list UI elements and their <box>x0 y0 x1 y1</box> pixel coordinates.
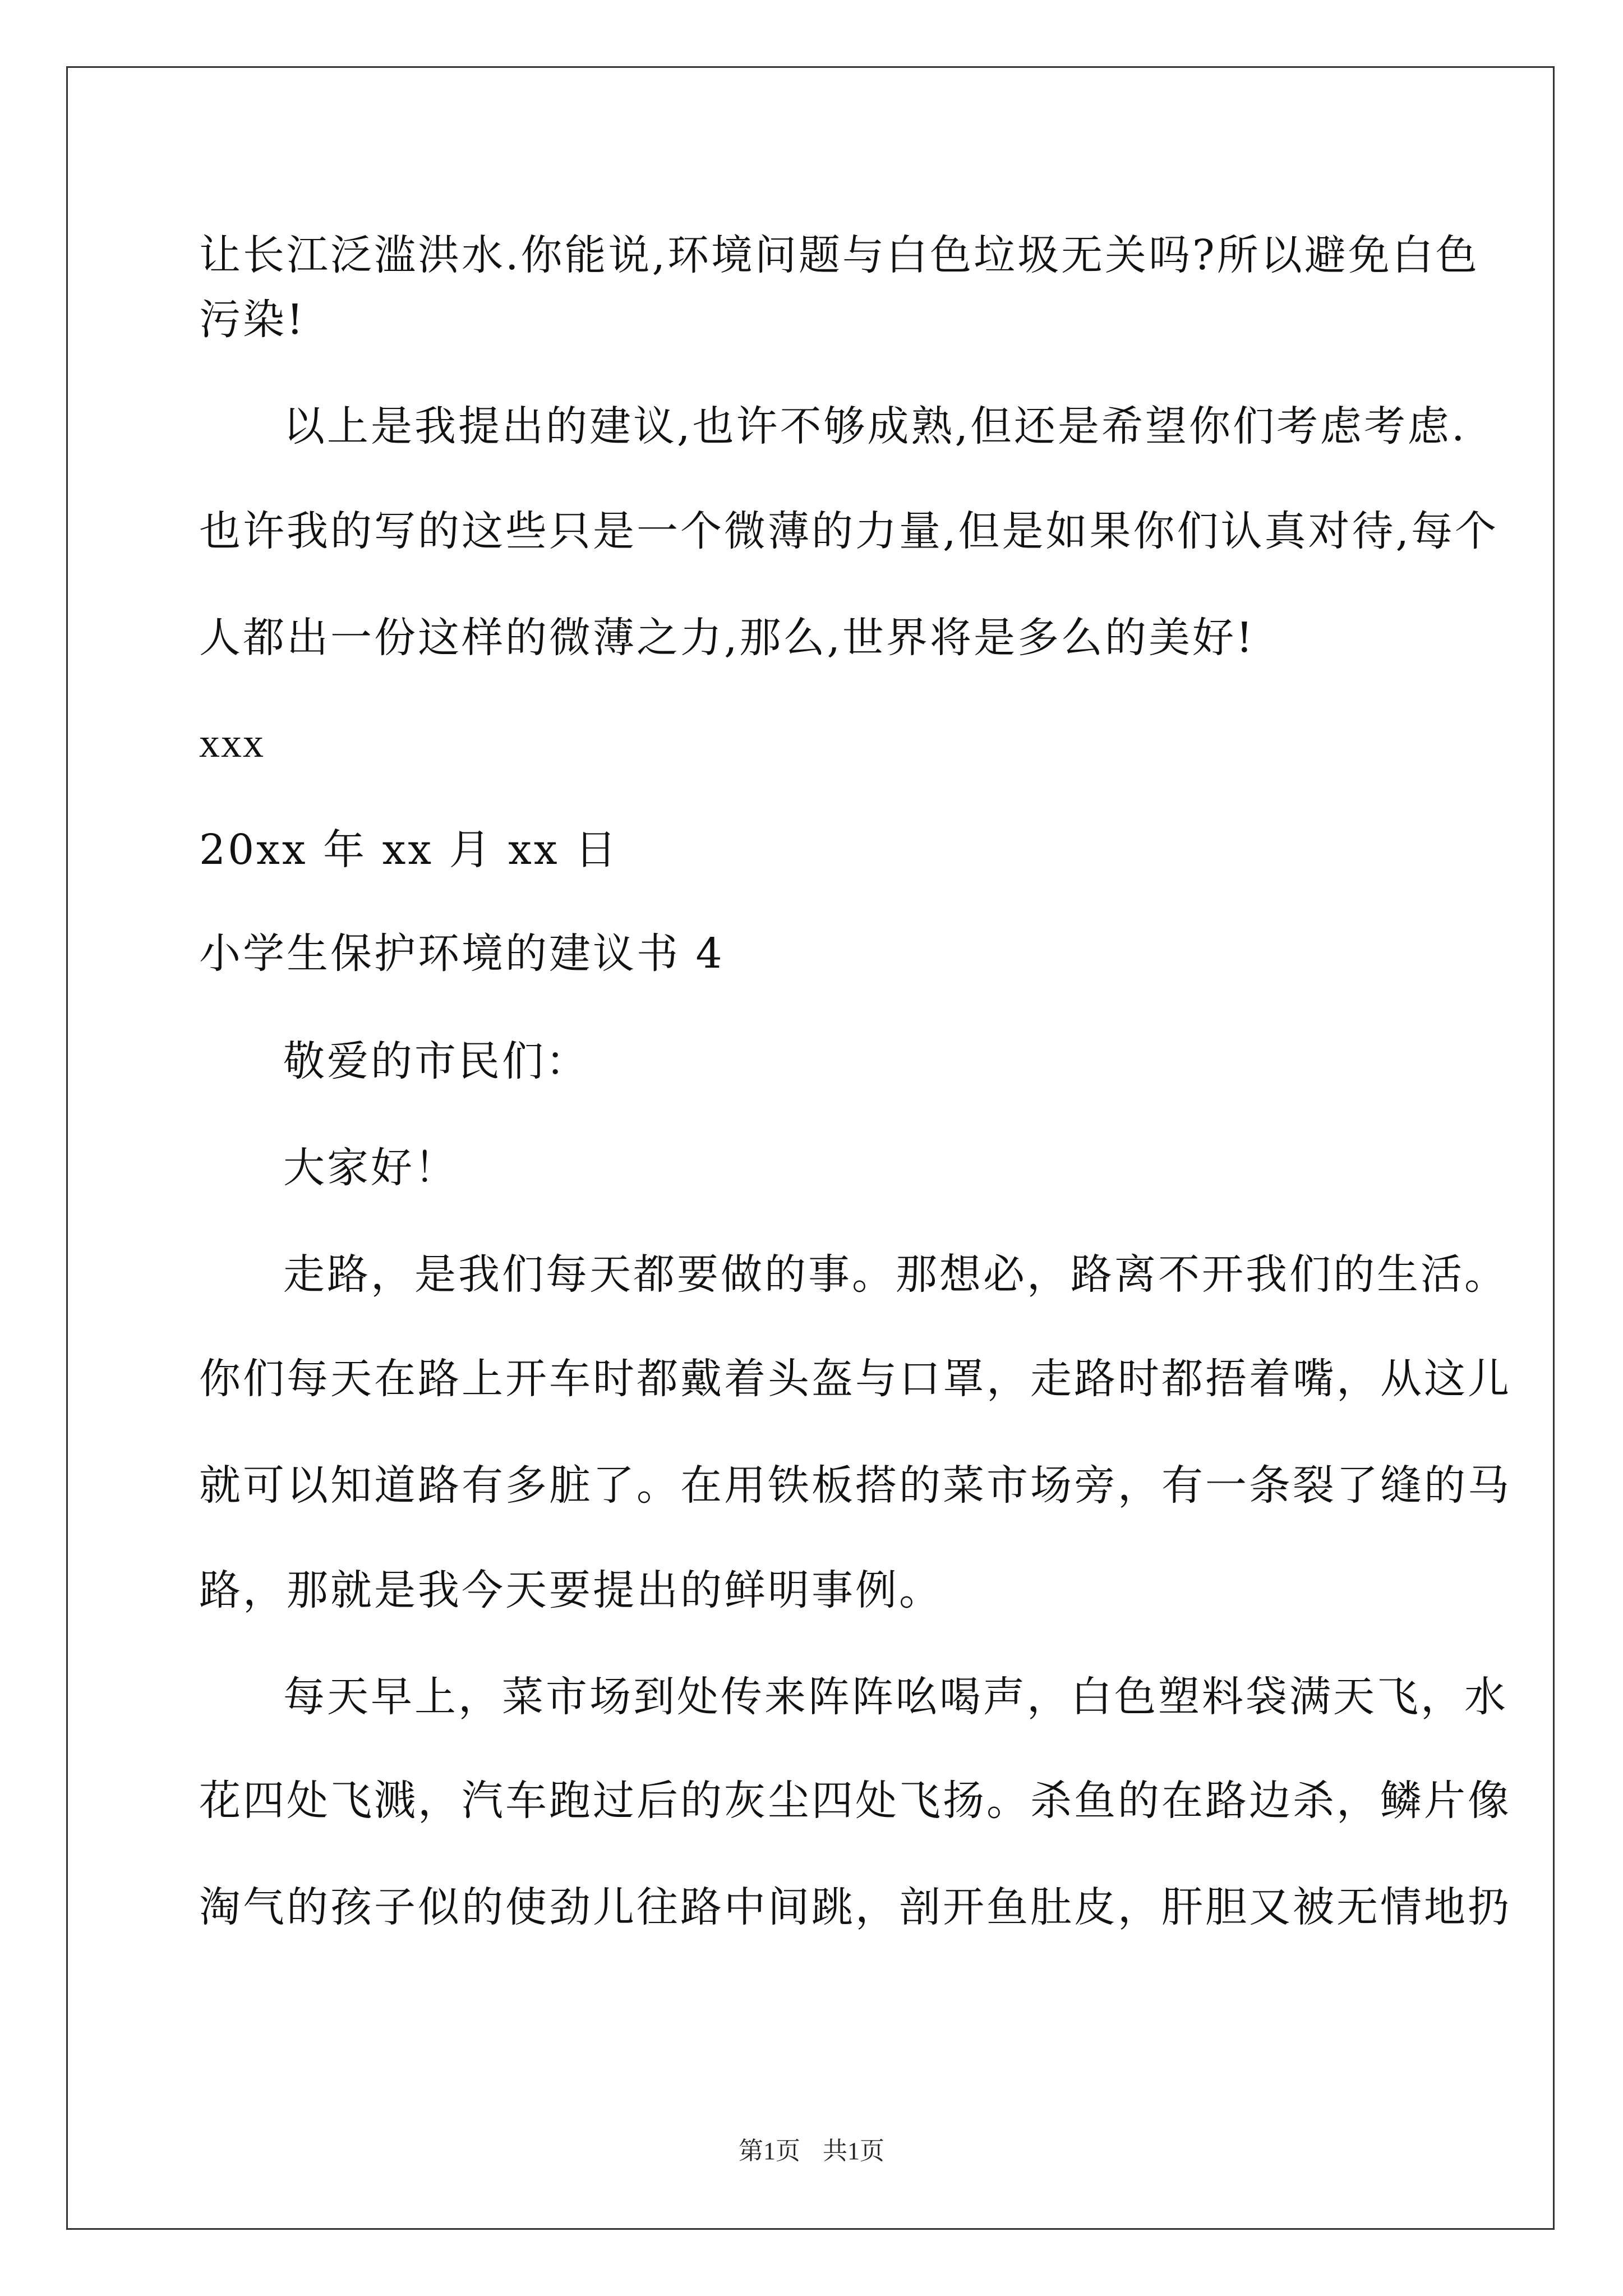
signature-name: xxx <box>199 720 265 766</box>
text-line: 以上是我提出的建议,也许不够成熟,但还是希望你们考虑考虑. <box>283 402 1467 450</box>
page-total: 共1页 <box>823 2137 884 2165</box>
text-line: 也许我的写的这些只是一个微薄的力量,但是如果你们认真对待,每个 <box>199 507 1499 555</box>
text-line: 人都出一份这样的微薄之力,那么,世界将是多么的美好! <box>199 614 1255 662</box>
text-line: 每天早上，菜市场到处传来阵阵吆喝声，白色塑料袋满天飞，水 <box>283 1673 1508 1721</box>
text-line: 让长江泛滥洪水.你能说,环境问题与白色垃圾无关吗?所以避免白色 <box>199 231 1479 279</box>
text-line: 走路，是我们每天都要做的事。那想必，路离不开我们的生活。 <box>283 1250 1508 1299</box>
text-line: 淘气的孩子似的使劲儿往路中间跳，剖开鱼肚皮，肝胆又被无情地扔 <box>199 1883 1511 1931</box>
text-line: 花四处飞溅，汽车跑过后的灰尘四处飞扬。杀鱼的在路边杀，鳞片像 <box>199 1777 1511 1825</box>
text-line: 就可以知道路有多脏了。在用铁板搭的菜市场旁，有一条裂了缝的马 <box>199 1461 1511 1510</box>
salutation: 敬爱的市民们： <box>283 1037 589 1085</box>
date-line: 20xx 年 xx 月 xx 日 <box>199 826 619 874</box>
text-line: 你们每天在路上开车时都戴着头盔与口罩，走路时都捂着嘴，从这儿 <box>199 1355 1511 1403</box>
text-line: 污染! <box>199 296 306 344</box>
section-title: 小学生保护环境的建议书 4 <box>199 930 725 978</box>
page-number: 第1页 <box>739 2137 800 2165</box>
greeting: 大家好！ <box>283 1144 458 1192</box>
page-footer <box>0 2134 1623 2168</box>
text-line: 路，那就是我今天要提出的鲜明事例。 <box>199 1566 943 1614</box>
